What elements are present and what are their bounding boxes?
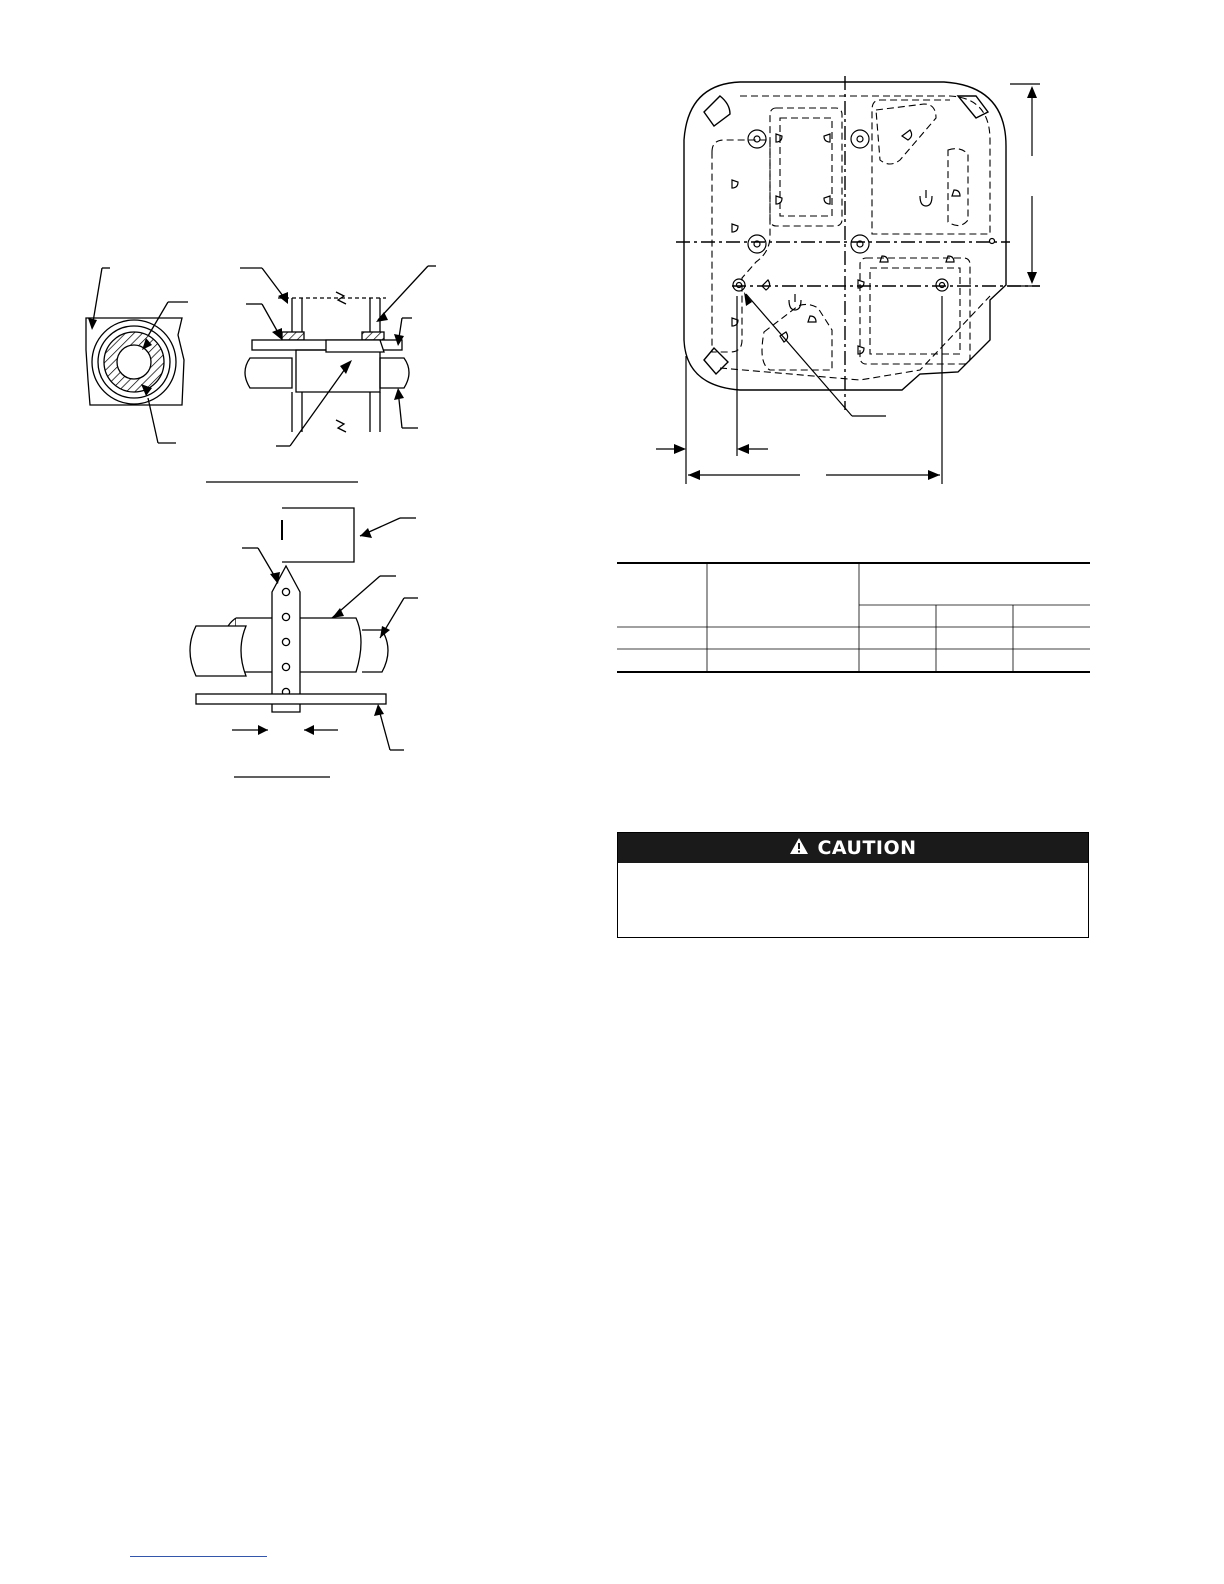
- caution-heading: CAUTION: [817, 837, 917, 859]
- dimension-table: [0, 0, 1224, 700]
- caution-box: [617, 832, 1089, 938]
- warning-triangle-icon: [789, 837, 809, 860]
- footer-link[interactable]: [130, 1556, 267, 1557]
- caution-header: [618, 833, 1088, 863]
